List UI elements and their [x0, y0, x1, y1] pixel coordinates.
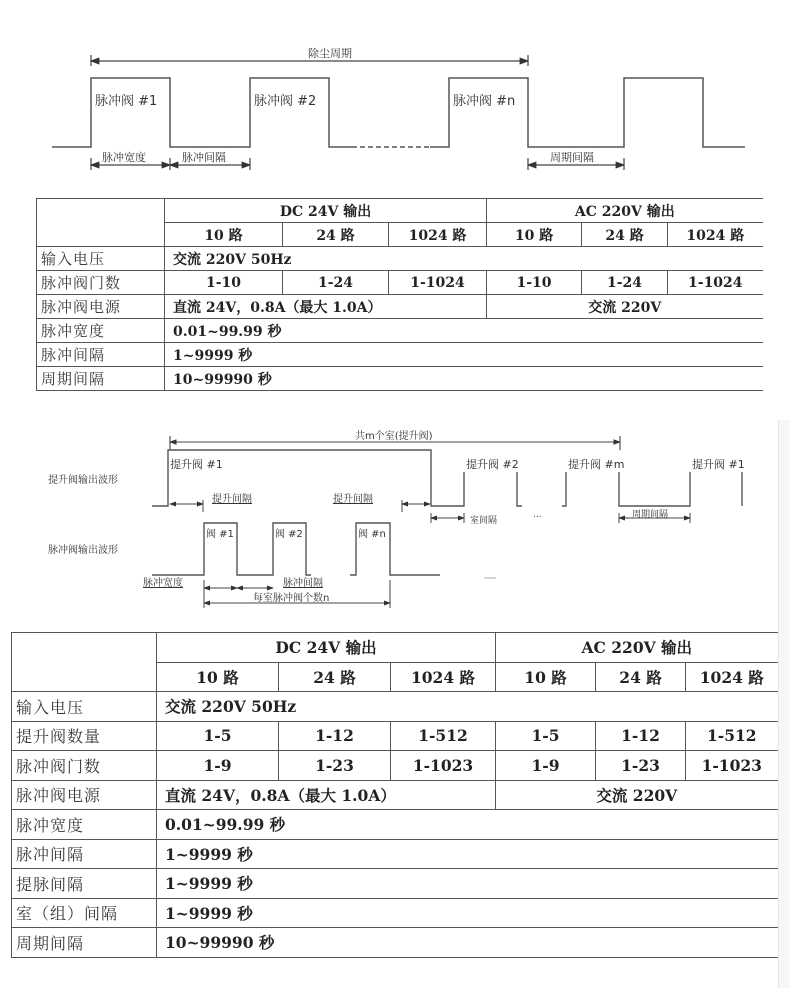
cell-value: 1-1023 — [686, 751, 778, 781]
row-label: 脉冲间隔 — [37, 343, 165, 367]
header-corner-cell — [12, 633, 157, 692]
ac-power-value: 交流 220V — [487, 295, 763, 319]
channel-header: 10 路 — [487, 223, 582, 247]
table-row — [37, 295, 763, 319]
row-label: 周期间隔 — [12, 928, 157, 958]
ac-output-header: AC 220V 输出 — [487, 199, 763, 223]
channel-header: 24 路 — [279, 662, 391, 692]
row-value: 交流 220V 50Hz — [165, 247, 763, 271]
total-chambers-label: 共m个室(提升阀) — [355, 431, 433, 442]
channel-header: 24 路 — [582, 223, 668, 247]
lift-valve-1-repeat-label: 提升阀 #1 — [692, 458, 745, 471]
row-label: 脉冲间隔 — [12, 839, 157, 869]
dc-output-header: DC 24V 输出 — [165, 199, 487, 223]
cell-value: 1-24 — [582, 271, 668, 295]
table-row — [37, 271, 763, 295]
header-corner-cell — [37, 199, 165, 247]
cycle-interval-label: 周期间隔 — [550, 151, 594, 164]
pulse-valve-2-label-2: 阀 #2 — [275, 529, 303, 540]
row-value: 0.01~99.99 秒 — [165, 319, 763, 343]
cell-value: 1-512 — [686, 721, 778, 751]
row-label: 室（组）间隔 — [12, 898, 157, 928]
row-label: 脉冲阀电源 — [12, 780, 157, 810]
spec-table-offline — [11, 632, 778, 958]
channel-header: 10 路 — [157, 662, 279, 692]
row-value: 1~9999 秒 — [165, 343, 763, 367]
channel-header: 24 路 — [596, 662, 686, 692]
row-label: 脉冲宽度 — [37, 319, 165, 343]
table-row — [12, 898, 778, 928]
lift-valve-1-label: 提升阀 #1 — [170, 458, 223, 471]
table-row — [12, 780, 778, 810]
row-value: 交流 220V 50Hz — [157, 692, 778, 722]
cell-value: 1-24 — [283, 271, 389, 295]
pulse-valve-n-label: 脉冲阀 #n — [453, 94, 516, 109]
cell-value: 1-9 — [157, 751, 279, 781]
table-row — [12, 839, 778, 869]
row-value: 10~99990 秒 — [165, 367, 763, 391]
table-row — [12, 869, 778, 899]
cell-value: 1-5 — [157, 721, 279, 751]
table-row — [12, 810, 778, 840]
row-label: 周期间隔 — [37, 367, 165, 391]
pulse-valve-1-label: 脉冲阀 #1 — [95, 94, 158, 109]
pulse-interval-label-2: 脉冲间隔 — [283, 578, 323, 589]
table-row — [12, 721, 778, 751]
row-value: 1~9999 秒 — [157, 839, 778, 869]
table-row — [37, 343, 763, 367]
cell-value: 1-512 — [391, 721, 496, 751]
cell-value: 1-23 — [596, 751, 686, 781]
cell-value: 1-5 — [496, 721, 596, 751]
channel-header: 1024 路 — [668, 223, 763, 247]
dc-power-value: 直流 24V，0.8A（最大 1.0A） — [165, 295, 487, 319]
dust-cycle-label: 除尘周期 — [308, 47, 352, 60]
row-value: 1~9999 秒 — [157, 869, 778, 899]
row-label: 脉冲宽度 — [12, 810, 157, 840]
pulse-waveform — [52, 78, 745, 147]
cell-value: 1-12 — [596, 721, 686, 751]
lift-valve-m-label: 提升阀 #m — [568, 458, 625, 471]
dc-output-header: DC 24V 输出 — [157, 633, 496, 663]
dc-power-value: 直流 24V，0.8A（最大 1.0A） — [157, 780, 496, 810]
cell-value: 1-9 — [496, 751, 596, 781]
table-row — [12, 692, 778, 722]
row-label: 输入电压 — [37, 247, 165, 271]
row-label: 提脉间隔 — [12, 869, 157, 899]
cycle-interval-label-2: 周期间隔 — [632, 510, 669, 520]
pulse-width-label: 脉冲宽度 — [102, 151, 146, 164]
row-value: 0.01~99.99 秒 — [157, 810, 778, 840]
channel-header: 24 路 — [283, 223, 389, 247]
row-label: 输入电压 — [12, 692, 157, 722]
lift-waveform-label: 提升阀输出波形 — [48, 475, 118, 486]
ellipsis: ... — [533, 510, 542, 520]
table-row — [37, 247, 763, 271]
spec-table-standard — [36, 198, 763, 391]
ac-power-value: 交流 220V — [496, 780, 778, 810]
channel-header: 10 路 — [165, 223, 283, 247]
pulse-valve-2-label: 脉冲阀 #2 — [254, 94, 317, 109]
channel-header: 1024 路 — [391, 662, 496, 692]
cell-value: 1-1023 — [391, 751, 496, 781]
lift-interval-label: 提升间隔 — [212, 494, 252, 505]
pulse-valve-1-label-2: 阀 #1 — [206, 529, 234, 540]
cell-value: 1-1024 — [668, 271, 763, 295]
page-edge-strip — [778, 420, 790, 988]
table-row — [37, 319, 763, 343]
channel-header: 1024 路 — [389, 223, 487, 247]
row-label: 脉冲阀门数 — [12, 751, 157, 781]
table-row — [12, 928, 778, 958]
lift-pulse-timing-diagram — [0, 420, 778, 620]
row-label: 脉冲阀电源 — [37, 295, 165, 319]
cell-value: 1-23 — [279, 751, 391, 781]
pulse-timing-diagram — [0, 0, 790, 190]
pulse-waveform-label: 脉冲阀输出波形 — [48, 545, 118, 556]
cell-value: 1-12 — [279, 721, 391, 751]
row-value: 10~99990 秒 — [157, 928, 778, 958]
row-value: 1~9999 秒 — [157, 898, 778, 928]
chamber-interval-label: 室间隔 — [470, 516, 498, 526]
row-label: 脉冲阀门数 — [37, 271, 165, 295]
lift-valve-2-label: 提升阀 #2 — [466, 458, 519, 471]
table-row — [12, 751, 778, 781]
cell-value: 1-1024 — [389, 271, 487, 295]
pulse-interval-label: 脉冲间隔 — [182, 151, 226, 164]
pulse-width-label-2: 脉冲宽度 — [143, 578, 183, 589]
ac-output-header: AC 220V 输出 — [496, 633, 778, 663]
valves-per-chamber-label: 每室脉冲阀个数n — [253, 593, 330, 604]
cell-value: 1-10 — [487, 271, 582, 295]
cell-value: 1-10 — [165, 271, 283, 295]
channel-header: 1024 路 — [686, 662, 778, 692]
pulse-valve-n-label-2: 阀 #n — [358, 529, 386, 540]
row-label: 提升阀数量 — [12, 721, 157, 751]
table-row — [37, 367, 763, 391]
channel-header: 10 路 — [496, 662, 596, 692]
lift-interval-label-2: 提升间隔 — [333, 494, 373, 505]
